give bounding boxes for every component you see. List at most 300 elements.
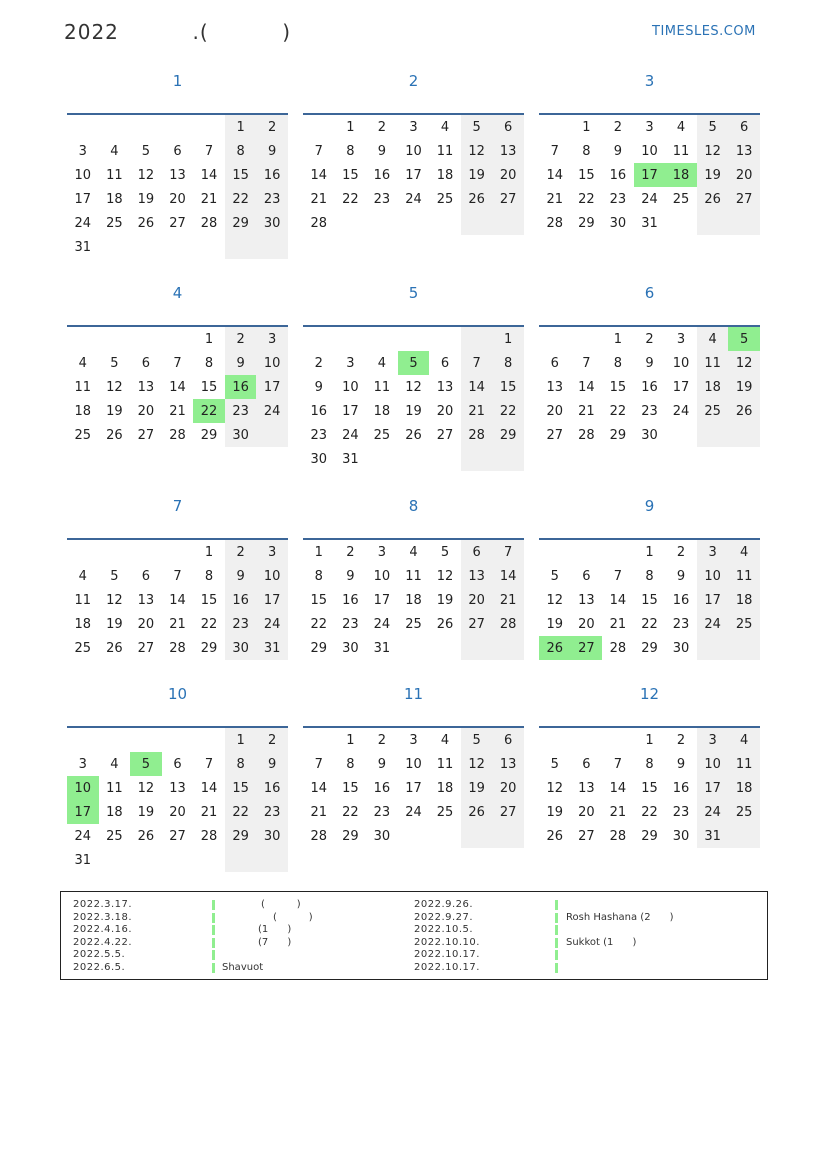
day-cell: 5 bbox=[141, 143, 151, 159]
day-cell: 28 bbox=[492, 612, 524, 636]
day-cell: 13 bbox=[436, 379, 454, 395]
legend-marker bbox=[212, 900, 215, 910]
empty-day-cell bbox=[728, 211, 760, 235]
day-cell: 31 bbox=[74, 852, 92, 868]
day-cell: 6 bbox=[173, 756, 182, 772]
day-cell: 12 bbox=[137, 167, 155, 183]
day-cell: 23 bbox=[609, 191, 627, 207]
day-cell: 12 bbox=[728, 351, 760, 375]
empty-day-cell bbox=[398, 447, 430, 471]
day-cell: 8 bbox=[225, 139, 257, 163]
day-cell: 22 bbox=[492, 399, 524, 423]
day-cell: 6 bbox=[173, 143, 182, 159]
day-cell: 4 bbox=[110, 756, 119, 772]
day-cell: 26 bbox=[461, 187, 493, 211]
day-cell: 14 bbox=[200, 780, 218, 796]
empty-day-cell bbox=[99, 327, 131, 351]
holiday-day-cell: 5 bbox=[398, 351, 430, 375]
day-cell: 23 bbox=[256, 187, 288, 211]
day-cell: 19 bbox=[461, 163, 493, 187]
month-title: 1 bbox=[172, 72, 183, 90]
day-cell: 20 bbox=[578, 804, 595, 820]
day-cell: 30 bbox=[256, 824, 288, 848]
month-title: 9 bbox=[644, 497, 655, 515]
day-cell: 9 bbox=[225, 564, 257, 588]
day-cell: 6 bbox=[440, 355, 450, 371]
day-cell: 5 bbox=[550, 756, 559, 772]
day-cell: 28 bbox=[200, 215, 218, 231]
empty-day-cell bbox=[193, 848, 225, 872]
day-cell: 17 bbox=[342, 403, 359, 419]
day-cell: 27 bbox=[728, 187, 760, 211]
empty-day-cell bbox=[429, 636, 461, 660]
day-cell: 24 bbox=[256, 399, 288, 423]
month-title: 2 bbox=[408, 72, 419, 90]
day-cell: 30 bbox=[609, 215, 627, 231]
empty-day-cell bbox=[335, 327, 367, 351]
empty-day-cell bbox=[130, 848, 162, 872]
holiday-day-cell: 10 bbox=[67, 776, 99, 800]
day-cell: 7 bbox=[314, 143, 323, 159]
day-cell: 14 bbox=[546, 167, 564, 183]
day-cell: 29 bbox=[200, 640, 218, 656]
day-cell: 11 bbox=[672, 143, 690, 159]
day-cell: 24 bbox=[74, 215, 92, 231]
day-cell: 1 bbox=[204, 544, 214, 560]
day-cell: 27 bbox=[137, 640, 155, 656]
day-cell: 19 bbox=[137, 191, 155, 207]
day-cell: 31 bbox=[373, 640, 391, 656]
day-cell: 14 bbox=[609, 780, 627, 796]
month-title: 4 bbox=[172, 284, 183, 302]
empty-day-cell bbox=[461, 211, 493, 235]
day-cell: 8 bbox=[645, 568, 654, 584]
day-cell: 22 bbox=[342, 804, 359, 820]
day-cell: 14 bbox=[461, 375, 493, 399]
day-cell: 26 bbox=[461, 800, 493, 824]
empty-day-cell bbox=[303, 115, 335, 139]
day-cell: 29 bbox=[200, 427, 218, 443]
day-cell: 16 bbox=[641, 379, 658, 395]
empty-day-cell bbox=[162, 848, 194, 872]
day-cell: 10 bbox=[672, 355, 690, 371]
day-cell: 9 bbox=[314, 379, 323, 395]
day-cell: 25 bbox=[74, 427, 92, 443]
day-cell: 13 bbox=[546, 379, 564, 395]
day-cell: 19 bbox=[137, 804, 155, 820]
day-cell: 29 bbox=[225, 824, 257, 848]
day-cell: 20 bbox=[578, 616, 595, 632]
day-cell: 12 bbox=[461, 752, 493, 776]
day-cell: 22 bbox=[641, 616, 658, 632]
holiday-day-cell: 27 bbox=[571, 636, 603, 660]
day-cell: 24 bbox=[697, 612, 729, 636]
day-cell: 16 bbox=[609, 167, 627, 183]
day-cell: 27 bbox=[169, 828, 186, 844]
empty-day-cell bbox=[697, 423, 729, 447]
empty-day-cell bbox=[99, 115, 131, 139]
day-cell: 16 bbox=[256, 776, 288, 800]
day-cell: 3 bbox=[78, 756, 87, 772]
day-cell: 24 bbox=[405, 191, 422, 207]
day-cell: 26 bbox=[728, 399, 760, 423]
day-cell: 25 bbox=[672, 191, 690, 207]
day-cell: 14 bbox=[492, 564, 524, 588]
day-cell: 13 bbox=[578, 780, 595, 796]
day-cell: 7 bbox=[613, 568, 623, 584]
day-cell: 15 bbox=[225, 163, 257, 187]
day-cell: 19 bbox=[106, 616, 123, 632]
legend-marker bbox=[212, 925, 215, 935]
empty-day-cell bbox=[492, 447, 524, 471]
day-cell: 8 bbox=[645, 756, 654, 772]
day-cell: 3 bbox=[697, 540, 729, 564]
day-cell: 24 bbox=[256, 612, 288, 636]
day-cell: 6 bbox=[492, 115, 524, 139]
day-cell: 10 bbox=[256, 564, 288, 588]
day-cell: 4 bbox=[110, 143, 119, 159]
legend-name: ( ) bbox=[261, 899, 301, 910]
day-cell: 15 bbox=[310, 592, 328, 608]
empty-day-cell bbox=[67, 115, 99, 139]
day-cell: 12 bbox=[405, 379, 422, 395]
empty-day-cell bbox=[193, 728, 225, 752]
day-cell: 29 bbox=[310, 640, 328, 656]
day-cell: 26 bbox=[436, 616, 454, 632]
holiday-day-cell: 5 bbox=[728, 327, 760, 351]
month-title: 7 bbox=[172, 497, 183, 515]
day-cell: 24 bbox=[672, 403, 690, 419]
empty-day-cell bbox=[728, 423, 760, 447]
day-cell: 25 bbox=[106, 828, 123, 844]
day-cell: 30 bbox=[225, 636, 257, 660]
month-days-grid bbox=[303, 115, 524, 235]
day-cell: 26 bbox=[697, 187, 729, 211]
day-cell: 3 bbox=[346, 355, 355, 371]
legend-marker bbox=[555, 963, 558, 973]
empty-day-cell bbox=[99, 728, 131, 752]
empty-day-cell bbox=[130, 327, 162, 351]
day-cell: 17 bbox=[405, 780, 422, 796]
day-cell: 11 bbox=[436, 756, 454, 772]
day-cell: 4 bbox=[676, 119, 686, 135]
day-cell: 19 bbox=[546, 616, 564, 632]
holiday-day-cell: 5 bbox=[130, 752, 162, 776]
day-cell: 29 bbox=[342, 828, 359, 844]
legend-name: ( ) bbox=[273, 911, 313, 923]
legend-marker bbox=[212, 950, 215, 960]
day-cell: 24 bbox=[697, 800, 729, 824]
day-cell: 30 bbox=[641, 427, 658, 443]
day-cell: 15 bbox=[609, 379, 627, 395]
legend-name: Rosh Hashana (2 ) bbox=[566, 911, 674, 923]
day-cell: 19 bbox=[436, 592, 454, 608]
day-cell: 17 bbox=[256, 588, 288, 612]
day-cell: 23 bbox=[256, 800, 288, 824]
day-cell: 21 bbox=[461, 399, 493, 423]
day-cell: 17 bbox=[405, 167, 422, 183]
day-cell: 6 bbox=[582, 568, 591, 584]
day-cell: 24 bbox=[641, 191, 658, 207]
day-cell: 13 bbox=[169, 780, 186, 796]
day-cell: 5 bbox=[461, 115, 493, 139]
day-cell: 23 bbox=[672, 616, 690, 632]
empty-day-cell bbox=[697, 211, 729, 235]
legend-marker bbox=[212, 913, 215, 923]
empty-day-cell bbox=[571, 728, 603, 752]
empty-day-cell bbox=[492, 211, 524, 235]
day-cell: 20 bbox=[436, 403, 454, 419]
day-cell: 9 bbox=[256, 139, 288, 163]
day-cell: 20 bbox=[169, 804, 186, 820]
day-cell: 11 bbox=[74, 379, 92, 395]
day-cell: 18 bbox=[697, 375, 729, 399]
day-cell: 28 bbox=[578, 427, 595, 443]
legend-marker bbox=[555, 950, 558, 960]
empty-day-cell bbox=[130, 115, 162, 139]
day-cell: 2 bbox=[225, 540, 257, 564]
day-cell: 16 bbox=[225, 588, 257, 612]
day-cell: 3 bbox=[256, 540, 288, 564]
empty-day-cell bbox=[256, 423, 288, 447]
day-cell: 1 bbox=[225, 728, 257, 752]
day-cell: 1 bbox=[582, 119, 591, 135]
day-cell: 6 bbox=[492, 728, 524, 752]
day-cell: 4 bbox=[440, 732, 450, 748]
legend-date: 2022.10.5. bbox=[414, 924, 474, 935]
day-cell: 19 bbox=[728, 375, 760, 399]
month-days-grid bbox=[67, 327, 288, 447]
empty-day-cell bbox=[429, 327, 461, 351]
month-days-grid bbox=[539, 115, 760, 235]
day-cell: 15 bbox=[200, 379, 218, 395]
day-cell: 10 bbox=[405, 143, 422, 159]
empty-day-cell bbox=[67, 540, 99, 564]
day-cell: 12 bbox=[436, 568, 454, 584]
month-days-grid bbox=[67, 540, 288, 660]
day-cell: 19 bbox=[546, 804, 564, 820]
day-cell: 5 bbox=[697, 115, 729, 139]
day-cell: 22 bbox=[609, 403, 627, 419]
day-cell: 15 bbox=[225, 776, 257, 800]
empty-day-cell bbox=[461, 824, 493, 848]
day-cell: 12 bbox=[137, 780, 155, 796]
day-cell: 27 bbox=[492, 800, 524, 824]
day-cell: 30 bbox=[225, 423, 257, 447]
day-cell: 8 bbox=[613, 355, 623, 371]
day-cell: 17 bbox=[672, 379, 690, 395]
day-cell: 20 bbox=[492, 163, 524, 187]
day-cell: 28 bbox=[461, 423, 493, 447]
day-cell: 14 bbox=[200, 167, 218, 183]
day-cell: 1 bbox=[613, 331, 623, 347]
day-cell: 20 bbox=[137, 616, 155, 632]
day-cell: 13 bbox=[492, 139, 524, 163]
day-cell: 9 bbox=[676, 568, 686, 584]
day-cell: 4 bbox=[78, 568, 87, 584]
day-cell: 15 bbox=[492, 375, 524, 399]
day-cell: 21 bbox=[310, 191, 328, 207]
day-cell: 20 bbox=[492, 776, 524, 800]
day-cell: 27 bbox=[578, 828, 595, 844]
empty-day-cell bbox=[193, 115, 225, 139]
brand-logo[interactable]: TIMESLES.COM bbox=[652, 24, 756, 39]
day-cell: 4 bbox=[78, 355, 87, 371]
day-cell: 27 bbox=[546, 427, 564, 443]
day-cell: 22 bbox=[641, 804, 658, 820]
day-cell: 17 bbox=[697, 776, 729, 800]
page-title: 2022 .( ) bbox=[64, 20, 292, 44]
day-cell: 25 bbox=[697, 399, 729, 423]
day-cell: 9 bbox=[377, 143, 387, 159]
legend-date: 2022.10.17. bbox=[414, 949, 480, 960]
day-cell: 9 bbox=[377, 756, 387, 772]
day-cell: 17 bbox=[373, 592, 391, 608]
day-cell: 11 bbox=[373, 379, 391, 395]
legend-marker bbox=[212, 963, 215, 973]
day-cell: 6 bbox=[461, 540, 493, 564]
day-cell: 6 bbox=[141, 568, 151, 584]
day-cell: 19 bbox=[405, 403, 422, 419]
empty-day-cell bbox=[539, 540, 571, 564]
day-cell: 18 bbox=[728, 588, 760, 612]
day-cell: 7 bbox=[613, 756, 623, 772]
holiday-day-cell: 17 bbox=[634, 163, 666, 187]
day-cell: 28 bbox=[200, 828, 218, 844]
day-cell: 8 bbox=[582, 143, 591, 159]
day-cell: 5 bbox=[440, 544, 450, 560]
day-cell: 2 bbox=[377, 119, 387, 135]
day-cell: 31 bbox=[641, 215, 658, 231]
day-cell: 2 bbox=[256, 728, 288, 752]
month-days-grid bbox=[303, 728, 524, 848]
empty-day-cell bbox=[162, 235, 194, 259]
day-cell: 23 bbox=[310, 427, 328, 443]
empty-day-cell bbox=[162, 728, 194, 752]
legend-marker bbox=[555, 900, 558, 910]
day-cell: 8 bbox=[204, 568, 214, 584]
day-cell: 24 bbox=[74, 828, 92, 844]
day-cell: 8 bbox=[346, 143, 355, 159]
day-cell: 17 bbox=[74, 191, 92, 207]
day-cell: 22 bbox=[225, 187, 257, 211]
empty-day-cell bbox=[130, 728, 162, 752]
day-cell: 7 bbox=[173, 568, 182, 584]
day-cell: 26 bbox=[137, 828, 155, 844]
month-title: 11 bbox=[403, 685, 424, 703]
legend-date: 2022.10.10. bbox=[414, 936, 480, 948]
empty-day-cell bbox=[429, 824, 461, 848]
day-cell: 9 bbox=[676, 756, 686, 772]
month-title: 6 bbox=[644, 284, 655, 302]
day-cell: 1 bbox=[314, 544, 323, 560]
legend-name: (1 ) bbox=[258, 924, 292, 935]
day-cell: 5 bbox=[461, 728, 493, 752]
day-cell: 3 bbox=[697, 728, 729, 752]
day-cell: 28 bbox=[546, 215, 564, 231]
empty-day-cell bbox=[67, 728, 99, 752]
day-cell: 18 bbox=[106, 191, 123, 207]
empty-day-cell bbox=[335, 211, 367, 235]
day-cell: 18 bbox=[74, 616, 92, 632]
day-cell: 2 bbox=[377, 732, 387, 748]
legend-date: 2022.3.17. bbox=[73, 899, 133, 910]
day-cell: 1 bbox=[225, 115, 257, 139]
day-cell: 28 bbox=[310, 828, 328, 844]
empty-day-cell bbox=[256, 848, 288, 872]
day-cell: 11 bbox=[106, 780, 123, 796]
empty-day-cell bbox=[162, 540, 194, 564]
day-cell: 9 bbox=[645, 355, 654, 371]
empty-day-cell bbox=[366, 211, 398, 235]
empty-day-cell bbox=[162, 115, 194, 139]
day-cell: 4 bbox=[728, 728, 760, 752]
month-days-grid bbox=[303, 540, 524, 660]
day-cell: 28 bbox=[169, 640, 186, 656]
day-cell: 8 bbox=[314, 568, 323, 584]
day-cell: 27 bbox=[137, 427, 155, 443]
day-cell: 18 bbox=[405, 592, 422, 608]
day-cell: 13 bbox=[578, 592, 595, 608]
day-cell: 4 bbox=[440, 119, 450, 135]
day-cell: 4 bbox=[697, 327, 729, 351]
day-cell: 3 bbox=[409, 119, 418, 135]
day-cell: 21 bbox=[492, 588, 524, 612]
day-cell: 23 bbox=[672, 804, 690, 820]
legend-marker bbox=[555, 938, 558, 948]
day-cell: 6 bbox=[141, 355, 151, 371]
month-title: 12 bbox=[639, 685, 660, 703]
day-cell: 24 bbox=[405, 804, 422, 820]
day-cell: 29 bbox=[641, 640, 658, 656]
day-cell: 1 bbox=[346, 119, 355, 135]
day-cell: 10 bbox=[74, 167, 92, 183]
day-cell: 26 bbox=[106, 640, 123, 656]
empty-day-cell bbox=[366, 447, 398, 471]
legend-date: 2022.9.27. bbox=[414, 911, 474, 923]
day-cell: 16 bbox=[256, 163, 288, 187]
day-cell: 15 bbox=[641, 592, 658, 608]
empty-day-cell bbox=[303, 327, 335, 351]
day-cell: 21 bbox=[200, 804, 218, 820]
legend-date: 2022.3.18. bbox=[73, 911, 133, 923]
day-cell: 23 bbox=[225, 399, 257, 423]
day-cell: 5 bbox=[110, 568, 119, 584]
legend-name: Shavuot bbox=[222, 961, 264, 973]
day-cell: 25 bbox=[436, 191, 454, 207]
day-cell: 21 bbox=[578, 403, 595, 419]
day-cell: 13 bbox=[728, 139, 760, 163]
day-cell: 1 bbox=[492, 327, 524, 351]
day-cell: 7 bbox=[314, 756, 323, 772]
day-cell: 23 bbox=[373, 191, 391, 207]
day-cell: 11 bbox=[728, 564, 760, 588]
day-cell: 1 bbox=[645, 544, 654, 560]
day-cell: 25 bbox=[373, 427, 391, 443]
day-cell: 31 bbox=[697, 824, 729, 848]
day-cell: 10 bbox=[256, 351, 288, 375]
day-cell: 16 bbox=[672, 780, 690, 796]
day-cell: 1 bbox=[346, 732, 355, 748]
day-cell: 22 bbox=[342, 191, 359, 207]
day-cell: 30 bbox=[310, 451, 328, 467]
day-cell: 4 bbox=[377, 355, 387, 371]
empty-day-cell bbox=[429, 211, 461, 235]
day-cell: 26 bbox=[106, 427, 123, 443]
holiday-day-cell: 26 bbox=[539, 636, 571, 660]
day-cell: 12 bbox=[546, 780, 564, 796]
day-cell: 30 bbox=[256, 211, 288, 235]
